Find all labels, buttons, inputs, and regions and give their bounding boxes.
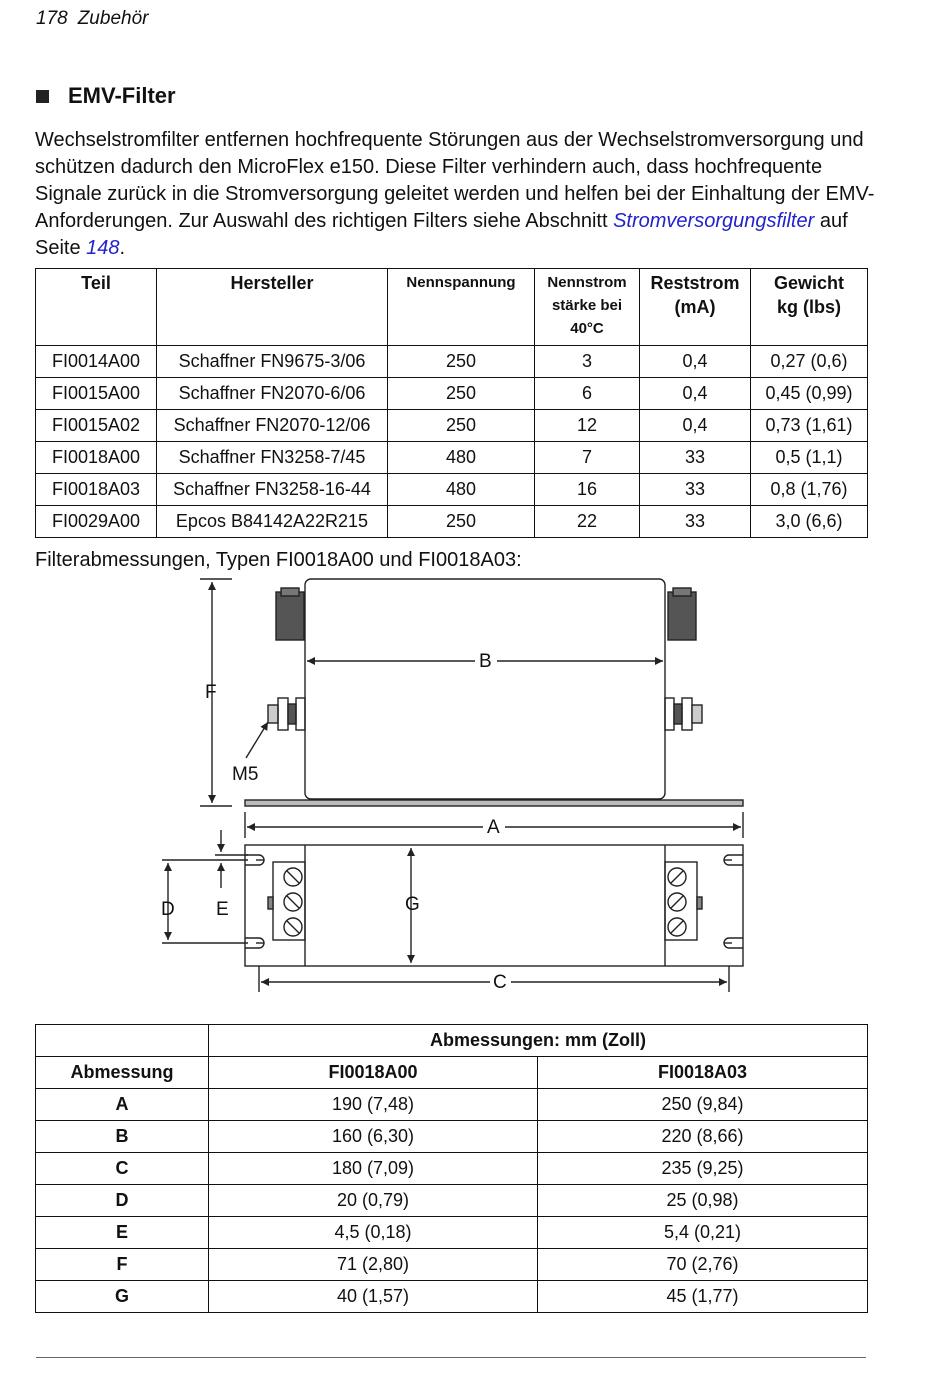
table-row [36,1217,868,1249]
header-teil: Teil [36,269,157,346]
cell-hersteller: Schaffner FN3258-16-44 [157,474,388,506]
cell-dim: E [36,1217,209,1249]
cell-teil: FI0015A00 [36,378,157,410]
mounting-slot-icon [724,938,743,948]
right-connector-block [668,592,696,640]
filter-body-side [305,579,665,799]
cell-strom: 12 [535,410,640,442]
empty-cell [36,1025,209,1057]
right-connector-top [673,588,691,596]
left-connector-block [276,592,304,640]
intro-text: Wechselstromfilter entfernen hochfrequente Störungen aus der Wechselstromversorgung und schützen dadurch den MicroFlex e150. Diese Filter verhindern auch, dass hochfrequente Signale zurück in die Stromversorgung geleitet werden und helfen bei der Einhaltung der EMV-Anforderungen. Zur Auswahl des richtigen Filters siehe Abschnitt [35,129,875,232]
cell-dim: C [36,1153,209,1185]
table-row [36,442,868,474]
table-row [36,1281,868,1313]
header-nennstrom-line1: Nennstrom [547,274,627,291]
cell-b: 235 (9,25) [538,1153,868,1185]
header-abmessung: Abmessung [36,1057,209,1089]
label-g: G [405,894,420,915]
table-row [36,1121,868,1153]
cell-reststrom: 33 [640,442,751,474]
right-bolt [665,698,702,730]
header-nennspannung: Nennspannung [388,269,535,346]
right-terminal-block [665,862,702,940]
cell-b: 70 (2,76) [538,1249,868,1281]
cell-gewicht: 0,27 (0,6) [751,346,868,378]
page-number: 178 [36,8,68,29]
left-bolt [268,698,305,730]
cell-hersteller: Epcos B84142A22R215 [157,506,388,538]
cell-hersteller: Schaffner FN2070-6/06 [157,378,388,410]
table-row [36,1185,868,1217]
filter-table [35,268,868,538]
dim-table-group-row [36,1025,868,1057]
cell-b: 250 (9,84) [538,1089,868,1121]
table-row [36,346,868,378]
cell-gewicht: 0,8 (1,76) [751,474,868,506]
header-gewicht-line2: kg (lbs) [776,297,841,317]
table-row [36,410,868,442]
table-row [36,1249,868,1281]
footer-rule [36,1357,866,1358]
cell-strom: 16 [535,474,640,506]
header-reststrom [640,269,751,346]
header-reststrom-line1: Reststrom [650,273,740,293]
cell-b: 25 (0,98) [538,1185,868,1217]
cell-teil: FI0014A00 [36,346,157,378]
section-link[interactable]: Stromversorgungsfilter [613,210,815,232]
filter-dimension-drawing [160,570,760,1005]
label-b: B [479,651,492,672]
cell-teil: FI0029A00 [36,506,157,538]
cell-strom: 22 [535,506,640,538]
top-view [161,830,743,993]
group-header: Abmessungen: mm (Zoll) [209,1025,868,1057]
table-row [36,1153,868,1185]
table-row [36,378,868,410]
cell-reststrom: 0,4 [640,410,751,442]
cell-teil: FI0018A03 [36,474,157,506]
square-bullet-icon [36,90,49,103]
section-title: Zubehör [77,8,149,29]
cell-reststrom: 0,4 [640,346,751,378]
label-m5: M5 [232,764,259,785]
dimension-table [35,1024,868,1313]
cell-spannung: 250 [388,506,535,538]
cell-spannung: 480 [388,474,535,506]
label-f: F [205,682,217,703]
drawing-caption: Filterabmessungen, Typen FI0018A00 und FI0018A03: [35,549,522,571]
cell-dim: A [36,1089,209,1121]
cell-dim: F [36,1249,209,1281]
cell-a: 190 (7,48) [209,1089,538,1121]
label-a: A [487,817,500,838]
mounting-slot-icon [724,855,743,865]
cell-strom: 6 [535,378,640,410]
header-fi0018a00: FI0018A00 [209,1057,538,1089]
cell-gewicht: 3,0 (6,6) [751,506,868,538]
page-link[interactable]: 148 [86,237,120,259]
cell-reststrom: 33 [640,474,751,506]
header-nennstrom [535,269,640,346]
left-terminal-block [268,862,305,940]
header-nennstrom-line2: stärke bei [551,297,623,314]
cell-gewicht: 0,45 (0,99) [751,378,868,410]
cell-a: 71 (2,80) [209,1249,538,1281]
section-heading [36,83,176,109]
cell-a: 160 (6,30) [209,1121,538,1153]
cell-a: 20 (0,79) [209,1185,538,1217]
cell-spannung: 250 [388,378,535,410]
cell-spannung: 480 [388,442,535,474]
cell-hersteller: Schaffner FN9675-3/06 [157,346,388,378]
cell-dim: G [36,1281,209,1313]
cell-hersteller: Schaffner FN2070-12/06 [157,410,388,442]
heading-text: EMV-Filter [68,83,176,108]
cell-a: 4,5 (0,18) [209,1217,538,1249]
cell-b: 220 (8,66) [538,1121,868,1153]
header-gewicht-line1: Gewicht [773,273,844,293]
cell-b: 5,4 (0,21) [538,1217,868,1249]
intro-mid-text: auf Seite [35,210,848,259]
header-gewicht [751,269,868,346]
left-connector-top [281,588,299,596]
header-hersteller: Hersteller [157,269,388,346]
cell-spannung: 250 [388,410,535,442]
cell-reststrom: 33 [640,506,751,538]
table-row [36,474,868,506]
filter-table-header [36,269,868,346]
cell-teil: FI0018A00 [36,442,157,474]
cell-strom: 3 [535,346,640,378]
cell-a: 40 (1,57) [209,1281,538,1313]
table-row [36,1089,868,1121]
cell-reststrom: 0,4 [640,378,751,410]
cell-gewicht: 0,5 (1,1) [751,442,868,474]
header-nennstrom-line3: 40°C [570,320,604,337]
m5-leader [246,722,268,758]
table-row [36,506,868,538]
cell-a: 180 (7,09) [209,1153,538,1185]
intro-end: . [119,237,126,259]
page-header [36,8,148,30]
mounting-plate [245,800,743,806]
header-reststrom-line2: (mA) [674,297,716,317]
cell-gewicht: 0,73 (1,61) [751,410,868,442]
cell-strom: 7 [535,442,640,474]
cell-hersteller: Schaffner FN3258-7/45 [157,442,388,474]
cell-dim: D [36,1185,209,1217]
dim-table-header-row [36,1057,868,1089]
label-e: E [216,899,229,920]
cell-b: 45 (1,77) [538,1281,868,1313]
intro-paragraph [35,127,885,262]
cell-spannung: 250 [388,346,535,378]
side-view [200,579,743,838]
label-d: D [161,899,175,920]
label-c: C [493,972,507,993]
cell-dim: B [36,1121,209,1153]
header-fi0018a03: FI0018A03 [538,1057,868,1089]
cell-teil: FI0015A02 [36,410,157,442]
